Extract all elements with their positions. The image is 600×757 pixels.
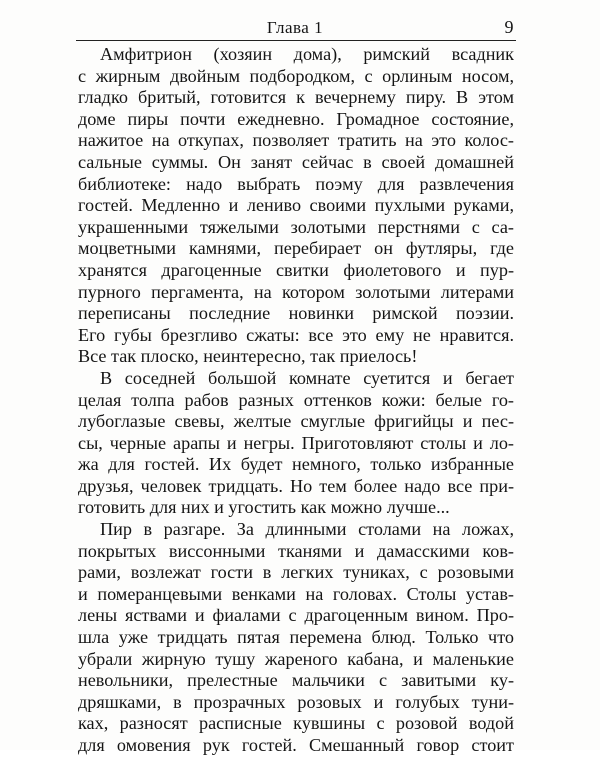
text-line: друзья, человек тридцать. Но тем более надо все при-: [78, 475, 514, 496]
running-header: [76, 16, 514, 40]
text-line: Его губы брезгливо сжаты: все это ему не нравится.: [78, 324, 514, 345]
text-line: сальные суммы. Он занят сейчас в своей домашней: [78, 151, 514, 172]
text-line: жа для гостей. Их будет немного, только избранные: [78, 454, 514, 475]
page-number: 9: [504, 17, 514, 37]
text-line: покрытых виссонными тканями и дамасскими ков-: [78, 540, 514, 561]
text-line: нажитое на откупах, позволяет тратить на это колос-: [78, 130, 514, 151]
body-text: [78, 44, 514, 757]
text-line: для омовения рук гостей. Смешанный говор стоит: [78, 735, 514, 755]
text-line: украшенными тяжелыми золотыми перстнями с са-: [78, 216, 514, 237]
text-line: рами, возлежат гости в легких туниках, с розовыми: [78, 562, 514, 583]
text-line: моцветными камнями, перебирает он футляры, где: [78, 238, 514, 259]
text-line: В соседней большой комнате суетится и бегает: [100, 367, 514, 388]
text-line: шла уже тридцать пятая перемена блюд. Только что: [78, 627, 514, 648]
text-line: доме пиры почти ежедневно. Громадное состояние,: [78, 108, 514, 129]
text-line: Амфитрион (хозяин дома), римский всадник: [100, 44, 514, 64]
text-line: гостей. Медленно и лениво своими пухлыми руками,: [78, 195, 514, 216]
text-line: убрали жирную тушу жареного кабана, и маленькие: [78, 648, 514, 669]
text-line: Пир в разгаре. За длинными столами на ложах,: [100, 519, 514, 540]
text-line: пурного пергамента, на котором золотыми литерами: [78, 281, 514, 302]
text-line: хранятся драгоценные свитки фиолетового и пур-: [78, 259, 514, 280]
text-line: дряшками, в прозрачных розовых и голубых туни-: [78, 691, 514, 712]
text-line: сы, черные арапы и негры. Приготовляют столы и ло-: [78, 432, 514, 453]
text-line: лены яствами и фиалами с драгоценным вином. Про-: [78, 605, 514, 626]
text-line: целая толпа рабов разных оттенков кожи: белые го-: [78, 389, 514, 410]
text-line: невольники, прелестные мальчики с завитыми ку-: [78, 670, 514, 691]
text-line: гладко бритый, готовится к вечернему пиру. В этом: [78, 87, 514, 108]
text-line: и померанцевыми венками на головах. Столы устав-: [78, 583, 514, 604]
text-line: переписаны последние новинки римской поэзии.: [78, 303, 514, 324]
header-rule: [76, 40, 516, 41]
text-line: с жирным двойным подбородком, с орлиным носом,: [78, 65, 514, 86]
text-line: библиотеке: надо выбрать поэму для развлечения: [78, 173, 514, 194]
text-line: ках, разносят расписные кувшины с розовой водой: [78, 713, 514, 734]
text-line: готовить для них и угостить как можно лучше...: [78, 497, 450, 518]
text-line: лубоглазые свевы, желтые смуглые фригийцы и пес-: [78, 411, 514, 432]
text-line: Все так плоско, неинтересно, так приелось!: [78, 346, 418, 367]
chapter-title: Глава 1: [266, 18, 324, 37]
